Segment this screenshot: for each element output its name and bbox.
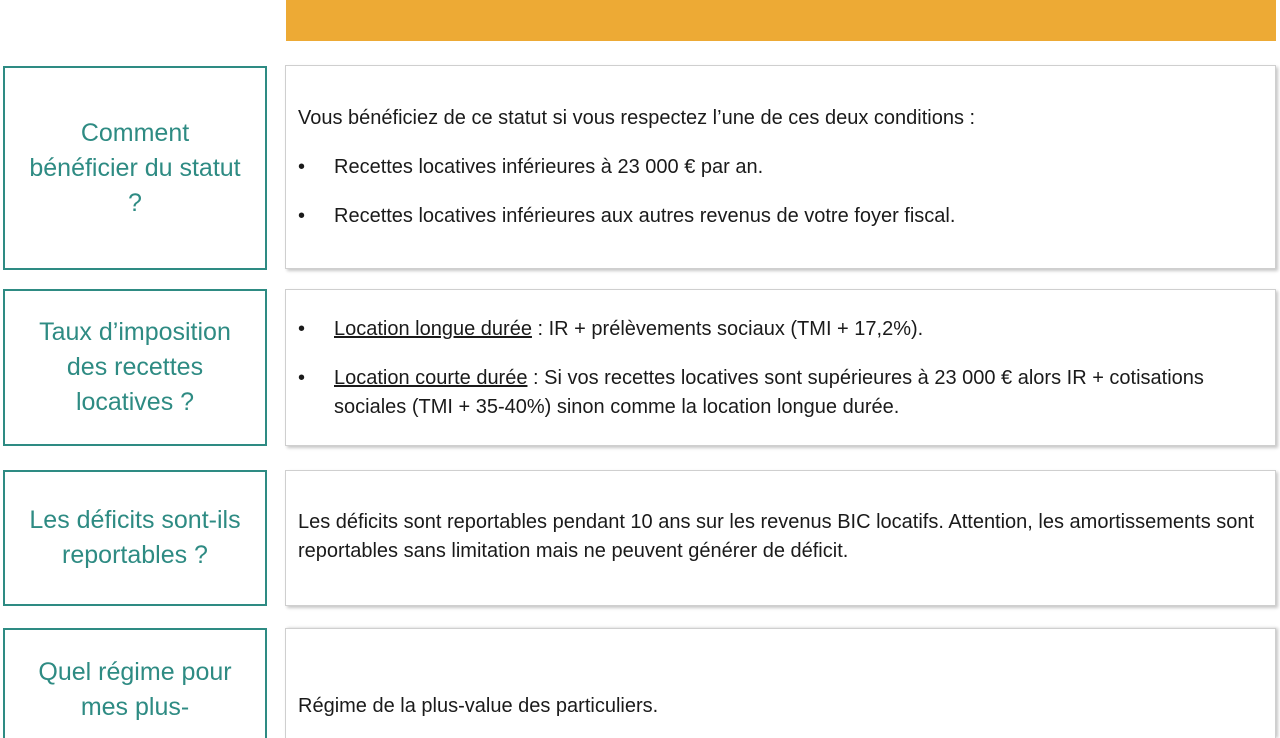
row-2-bullet-1-term: Location longue durée xyxy=(334,318,532,340)
row-2-bullet-1 xyxy=(298,315,1235,344)
row-1-content-box xyxy=(285,65,1276,269)
bullet-dot: • xyxy=(298,318,306,340)
row-2-bullet-2-text: : Si vos recettes locatives sont supérieures à 23 000 € alors IR + cotisations sociales (TMI + 35-40%) sinon comme la location longue durée. xyxy=(334,367,1204,418)
row-3-label: Les déficits sont-ils reportables ? xyxy=(29,506,241,569)
row-2-bullet-1-text: : IR + prélèvements sociaux (TMI + 17,2%). xyxy=(531,318,924,340)
row-2-label-box xyxy=(3,289,267,446)
header-accent-bar xyxy=(286,0,1276,41)
bullet-dot: • xyxy=(298,367,306,389)
bullet-dot: • xyxy=(298,205,306,227)
row-1-bullet-1-text: Recettes locatives inférieures à 23 000 € par an. xyxy=(334,156,764,178)
row-3-label-box xyxy=(3,470,267,606)
row-4-text: Régime de la plus-value des particuliers. xyxy=(298,695,659,717)
row-1-bullet-2-text: Recettes locatives inférieures aux autres revenus de votre foyer fiscal. xyxy=(334,205,956,227)
row-3-content-box xyxy=(285,470,1276,606)
row-1-bullet-2 xyxy=(298,202,1235,231)
row-4-label-box xyxy=(3,628,267,738)
row-2-bullet-2-term: Location courte durée xyxy=(334,367,528,389)
bullet-dot: • xyxy=(298,156,306,178)
row-3-text: Les déficits sont reportables pendant 10 ans sur les revenus BIC locatifs. Attention, les amortissements sont reportables sans limitation mais ne peuvent générer de déficit. xyxy=(298,511,1255,562)
row-2-content-box xyxy=(285,289,1276,446)
row-1-label-box xyxy=(3,66,267,270)
row-1-bullet-1 xyxy=(298,153,1235,182)
row-1-intro: Vous bénéficiez de ce statut si vous respectez l’une de ces deux conditions : xyxy=(298,107,976,129)
row-1-label: Comment bénéficier du statut ? xyxy=(29,118,241,217)
row-2-bullet-2 xyxy=(298,364,1235,422)
row-4-label: Quel régime pour mes plus- xyxy=(38,658,232,721)
row-4-content-box xyxy=(285,628,1276,738)
row-2-label: Taux d’imposition des recettes locatives ? xyxy=(39,318,231,416)
